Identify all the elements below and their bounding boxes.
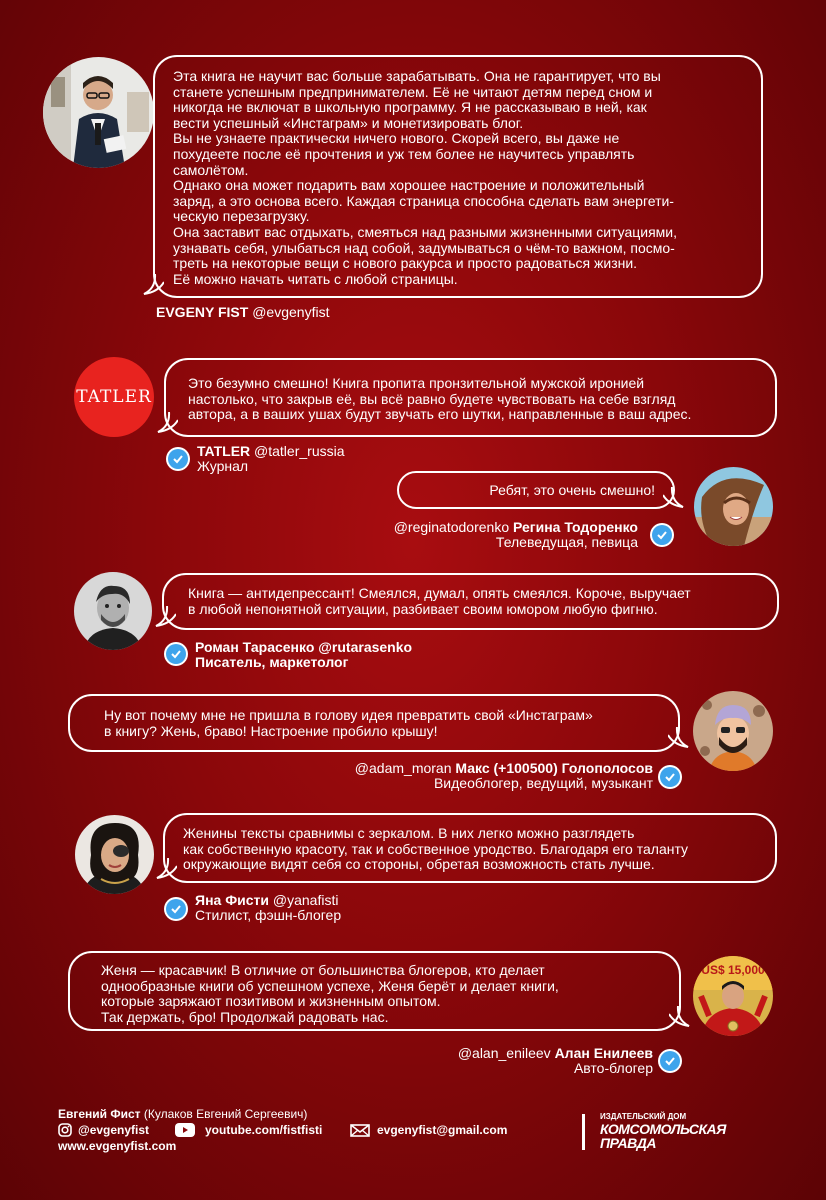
reviewer-role: Видеоблогер, ведущий, музыкант (433, 775, 653, 791)
review-text-line: как собственную красоту, так и собственное уродство. Благодаря его таланту (183, 840, 689, 857)
verified-badge-icon (164, 642, 188, 666)
verified-badge-icon (658, 765, 682, 789)
reviewer-credit (195, 640, 412, 670)
reviewer-credit (300, 1046, 653, 1076)
sign-text: US$ 15,000 (701, 963, 765, 977)
footer-divider (582, 1114, 585, 1150)
review-text-line: которые заряжают позитивом и жизненным опытом. (101, 993, 441, 1010)
reviewer-role: Телеведущая, певица (495, 534, 638, 550)
avatar-evgeny-fist (43, 57, 154, 168)
email-icon (350, 1124, 370, 1137)
review-text-line: треть на некоторые вещи с нового ракурса и просто радоваться жизни. (173, 255, 638, 272)
review-bubble-regina (397, 471, 675, 509)
reviewer-handle: @reginatodorenko (393, 519, 510, 535)
footer-youtube[interactable]: youtube.com/fistfisti (205, 1123, 323, 1137)
review-text-line: заряд, а это основа всего. Каждая страница способна сделать вам энергети- (173, 192, 674, 209)
bubble-tail (663, 487, 685, 509)
review-text-line: Книга — антидепрессант! Смеялся, думал, опять смеялся. Короче, выручает (188, 585, 691, 601)
footer-instagram[interactable]: @evgenyfist (78, 1123, 150, 1137)
reviewer-credit (250, 761, 653, 791)
review-text-line: похудеете после её прочтения и уж тем более не научитесь управлять (173, 145, 635, 162)
bubble-tail (669, 1006, 691, 1028)
bubble-tail (142, 274, 164, 296)
review-bubble-alan (68, 951, 681, 1031)
reviewer-name: Макс (+100500) Голополосов (455, 760, 653, 776)
review-text-line: в любой непонятной ситуации, разбивает своим юмором любую фигню. (188, 600, 658, 617)
reviewer-handle: @adam_moran (354, 760, 452, 776)
footer-author-full: (Кулаков Евгений Сергеевич) (143, 1107, 308, 1121)
review-text-line: Однако она может подарить вам хорошее настроение и положительный (173, 177, 645, 194)
reviewer-role: Стилист, фэшн-блогер (195, 907, 342, 923)
review-text-line: Так держать, бро! Продолжай радовать нас. (101, 1008, 389, 1025)
review-text-line: узнавать себя, улыбаться над собой, задумываться о чём-то важном, посмо- (173, 239, 675, 256)
avatar-regina (694, 467, 773, 546)
bubble-tail (155, 858, 177, 880)
bubble-tail (154, 606, 176, 628)
publisher-line2: ПРАВДА (600, 1135, 656, 1151)
footer-instagram-link[interactable] (78, 1123, 149, 1137)
avatar-max (693, 691, 773, 771)
verified-badge-icon (650, 523, 674, 547)
tatler-logo (74, 357, 154, 437)
reviewer-credit (156, 305, 329, 320)
reviewer-handle: @alan_enileev (457, 1045, 551, 1061)
review-bubble-evgeny-fist (153, 55, 763, 298)
avatar-roman-tarasenko (74, 572, 152, 650)
reviewer-name: Регина Тодоренко (513, 519, 638, 535)
review-text-line: настолько, что закрыв её, вы всё равно будете чувствовать на себе взгляд (188, 390, 676, 407)
review-text-line: Она заставит вас отдыхать, смеяться над разными жизненными ситуациями, (173, 223, 677, 240)
review-text-line: Это безумно смешно! Книга пропита пронзительной мужской иронией (188, 375, 645, 391)
reviewer-role: Писатель, маркетолог (195, 654, 349, 670)
tatler-logo-text: TATLER (76, 387, 152, 407)
reviewer-handle: @tatler_russia (254, 443, 345, 459)
footer-author (58, 1107, 307, 1121)
footer-website-link[interactable] (58, 1139, 176, 1153)
reviewer-role: Журнал (197, 458, 249, 474)
footer-author-name: Евгений Фист (58, 1107, 141, 1121)
footer-email-link[interactable] (377, 1123, 507, 1137)
review-text-line: Вы не узнаете практически ничего нового. Скорей всего, вы даже не (173, 130, 620, 147)
publisher-line1: КОМСОМОЛЬСКАЯ (600, 1121, 726, 1137)
review-text-line: Ребят, это очень смешно! (489, 482, 655, 498)
review-text-line: в книгу? Жень, браво! Настроение пробило крышу! (104, 722, 438, 739)
verified-badge-icon (658, 1049, 682, 1073)
review-text-line: однообразные книги об успешном успехе, Женя берёт и делает книги, (101, 977, 559, 994)
review-text-line: Ну вот почему мне не пришла в голову идея превратить свой «Инстаграм» (104, 707, 593, 723)
reviewer-name: Роман Тарасенко @rutarasenko (195, 639, 413, 655)
reviewer-name: EVGENY FIST (156, 304, 249, 320)
review-text-line: Её можно начать читать с любой страницы. (173, 270, 458, 287)
review-text-line: ческую перезагрузку. (173, 208, 310, 225)
reviewer-credit (300, 520, 638, 550)
avatar-alan (693, 956, 773, 1036)
footer-email[interactable]: evgenyfist@gmail.com (377, 1123, 508, 1137)
publisher-small: ИЗДАТЕЛЬСКИЙ ДОМ (600, 1112, 687, 1121)
review-bubble-roman (162, 573, 779, 630)
youtube-icon (175, 1123, 195, 1137)
reviewer-name: Яна Фисти (195, 892, 269, 908)
review-text-line: никогда не включат в школьную программу. Я не рассказываю в ней, как (173, 99, 647, 116)
review-bubble-yana (163, 813, 777, 883)
review-text-line: станете успешным предпринимателем. Её не читают детям перед сном и (173, 83, 653, 100)
reviewer-handle: @yanafisti (272, 892, 339, 908)
footer-youtube-link[interactable] (205, 1123, 322, 1137)
verified-badge-icon (166, 447, 190, 471)
footer-website[interactable]: www.evgenyfist.com (58, 1139, 177, 1153)
reviewer-handle: @evgenyfist (252, 304, 330, 320)
reviewer-credit (197, 444, 345, 474)
review-text-line: окружающие видят себя со стороны, обретая возможность стать лучше. (183, 856, 655, 873)
review-bubble-tatler (164, 358, 777, 437)
instagram-icon (58, 1123, 72, 1137)
review-text-line: Эта книга не научит вас больше зарабатывать. Она не гарантирует, что вы (173, 68, 661, 84)
review-text-line: самолётом. (173, 161, 249, 178)
review-text-line: вести успешный «Инстаграм» и монетизировать блог. (173, 114, 524, 131)
reviewer-name: Алан Енилеев (554, 1045, 653, 1061)
review-bubble-max (68, 694, 680, 752)
review-text-line: Женины тексты сравнимы с зеркалом. В них легко можно разглядеть (183, 825, 635, 841)
verified-badge-icon (164, 897, 188, 921)
reviewer-credit (195, 893, 341, 923)
reviewer-role: Авто-блогер (573, 1060, 653, 1076)
bubble-tail (156, 412, 178, 434)
review-text-line: Женя — красавчик! В отличие от большинства блогеров, кто делает (101, 962, 545, 978)
publisher-logo (600, 1112, 760, 1150)
bubble-tail (668, 727, 690, 749)
review-text-line: автора, а в ваших ушах будут звучать его шутки, направленные в ваш адрес. (188, 406, 692, 423)
reviewer-name: TATLER (197, 443, 251, 459)
avatar-yana-fisti (75, 815, 154, 894)
